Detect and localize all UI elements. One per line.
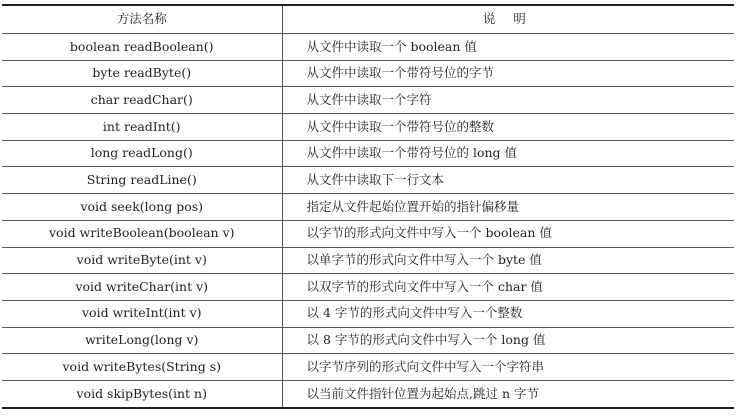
table-row [2, 114, 734, 141]
description-cell: 以字节序列的形式向文件中写入一个字符串 [282, 354, 734, 381]
method-cell: writeLong(long v) [2, 327, 282, 354]
description-cell: 从文件中读取下一行文本 [282, 167, 734, 194]
method-cell: char readChar() [2, 87, 282, 114]
table-row [2, 34, 734, 61]
method-cell: String readLine() [2, 167, 282, 194]
header-row [2, 5, 734, 34]
method-cell: void writeChar(int v) [2, 274, 282, 301]
description-cell: 从文件中读取一个带符号位的字节 [282, 60, 734, 87]
description-cell: 从文件中读取一个字符 [282, 87, 734, 114]
method-cell: void skipBytes(int n) [2, 380, 282, 407]
method-cell: void writeInt(int v) [2, 300, 282, 327]
method-cell: void writeBoolean(boolean v) [2, 220, 282, 247]
table-row [2, 327, 734, 354]
method-cell: void writeByte(int v) [2, 247, 282, 274]
description-cell: 从文件中读取一个 boolean 值 [282, 34, 734, 61]
method-table [2, 4, 734, 409]
table-row [2, 247, 734, 274]
method-cell: long readLong() [2, 140, 282, 167]
method-cell: int readInt() [2, 114, 282, 141]
table-row [2, 87, 734, 114]
method-cell: void writeBytes(String s) [2, 354, 282, 381]
description-cell: 从文件中读取一个带符号位的 long 值 [282, 140, 734, 167]
method-cell: byte readByte() [2, 60, 282, 87]
table-row [2, 194, 734, 221]
description-cell: 以字节的形式向文件中写入一个 boolean 值 [282, 220, 734, 247]
header-method-name: 方法名称 [2, 5, 282, 34]
header-description: 说明 [282, 5, 734, 34]
table-row [2, 354, 734, 381]
description-cell: 以双字节的形式向文件中写入一个 char 值 [282, 274, 734, 301]
table-row [2, 274, 734, 301]
method-cell: boolean readBoolean() [2, 34, 282, 61]
table-row [2, 140, 734, 167]
description-cell: 从文件中读取一个带符号位的整数 [282, 114, 734, 141]
table-row [2, 220, 734, 247]
description-cell: 以当前文件指针位置为起始点,跳过 n 字节 [306, 385, 539, 401]
description-cell: 以单字节的形式向文件中写入一个 byte 值 [282, 247, 734, 274]
table-row [2, 60, 734, 87]
description-cell: 以 8 字节的形式向文件中写入一个 long 值 [282, 327, 734, 354]
table-row [2, 380, 734, 407]
table-row [2, 167, 734, 194]
table-row [2, 300, 734, 327]
description-cell: 以 4 字节的形式向文件中写入一个整数 [282, 300, 734, 327]
description-cell: 指定从文件起始位置开始的指针偏移量 [282, 194, 734, 221]
method-cell: void seek(long pos) [2, 194, 282, 221]
